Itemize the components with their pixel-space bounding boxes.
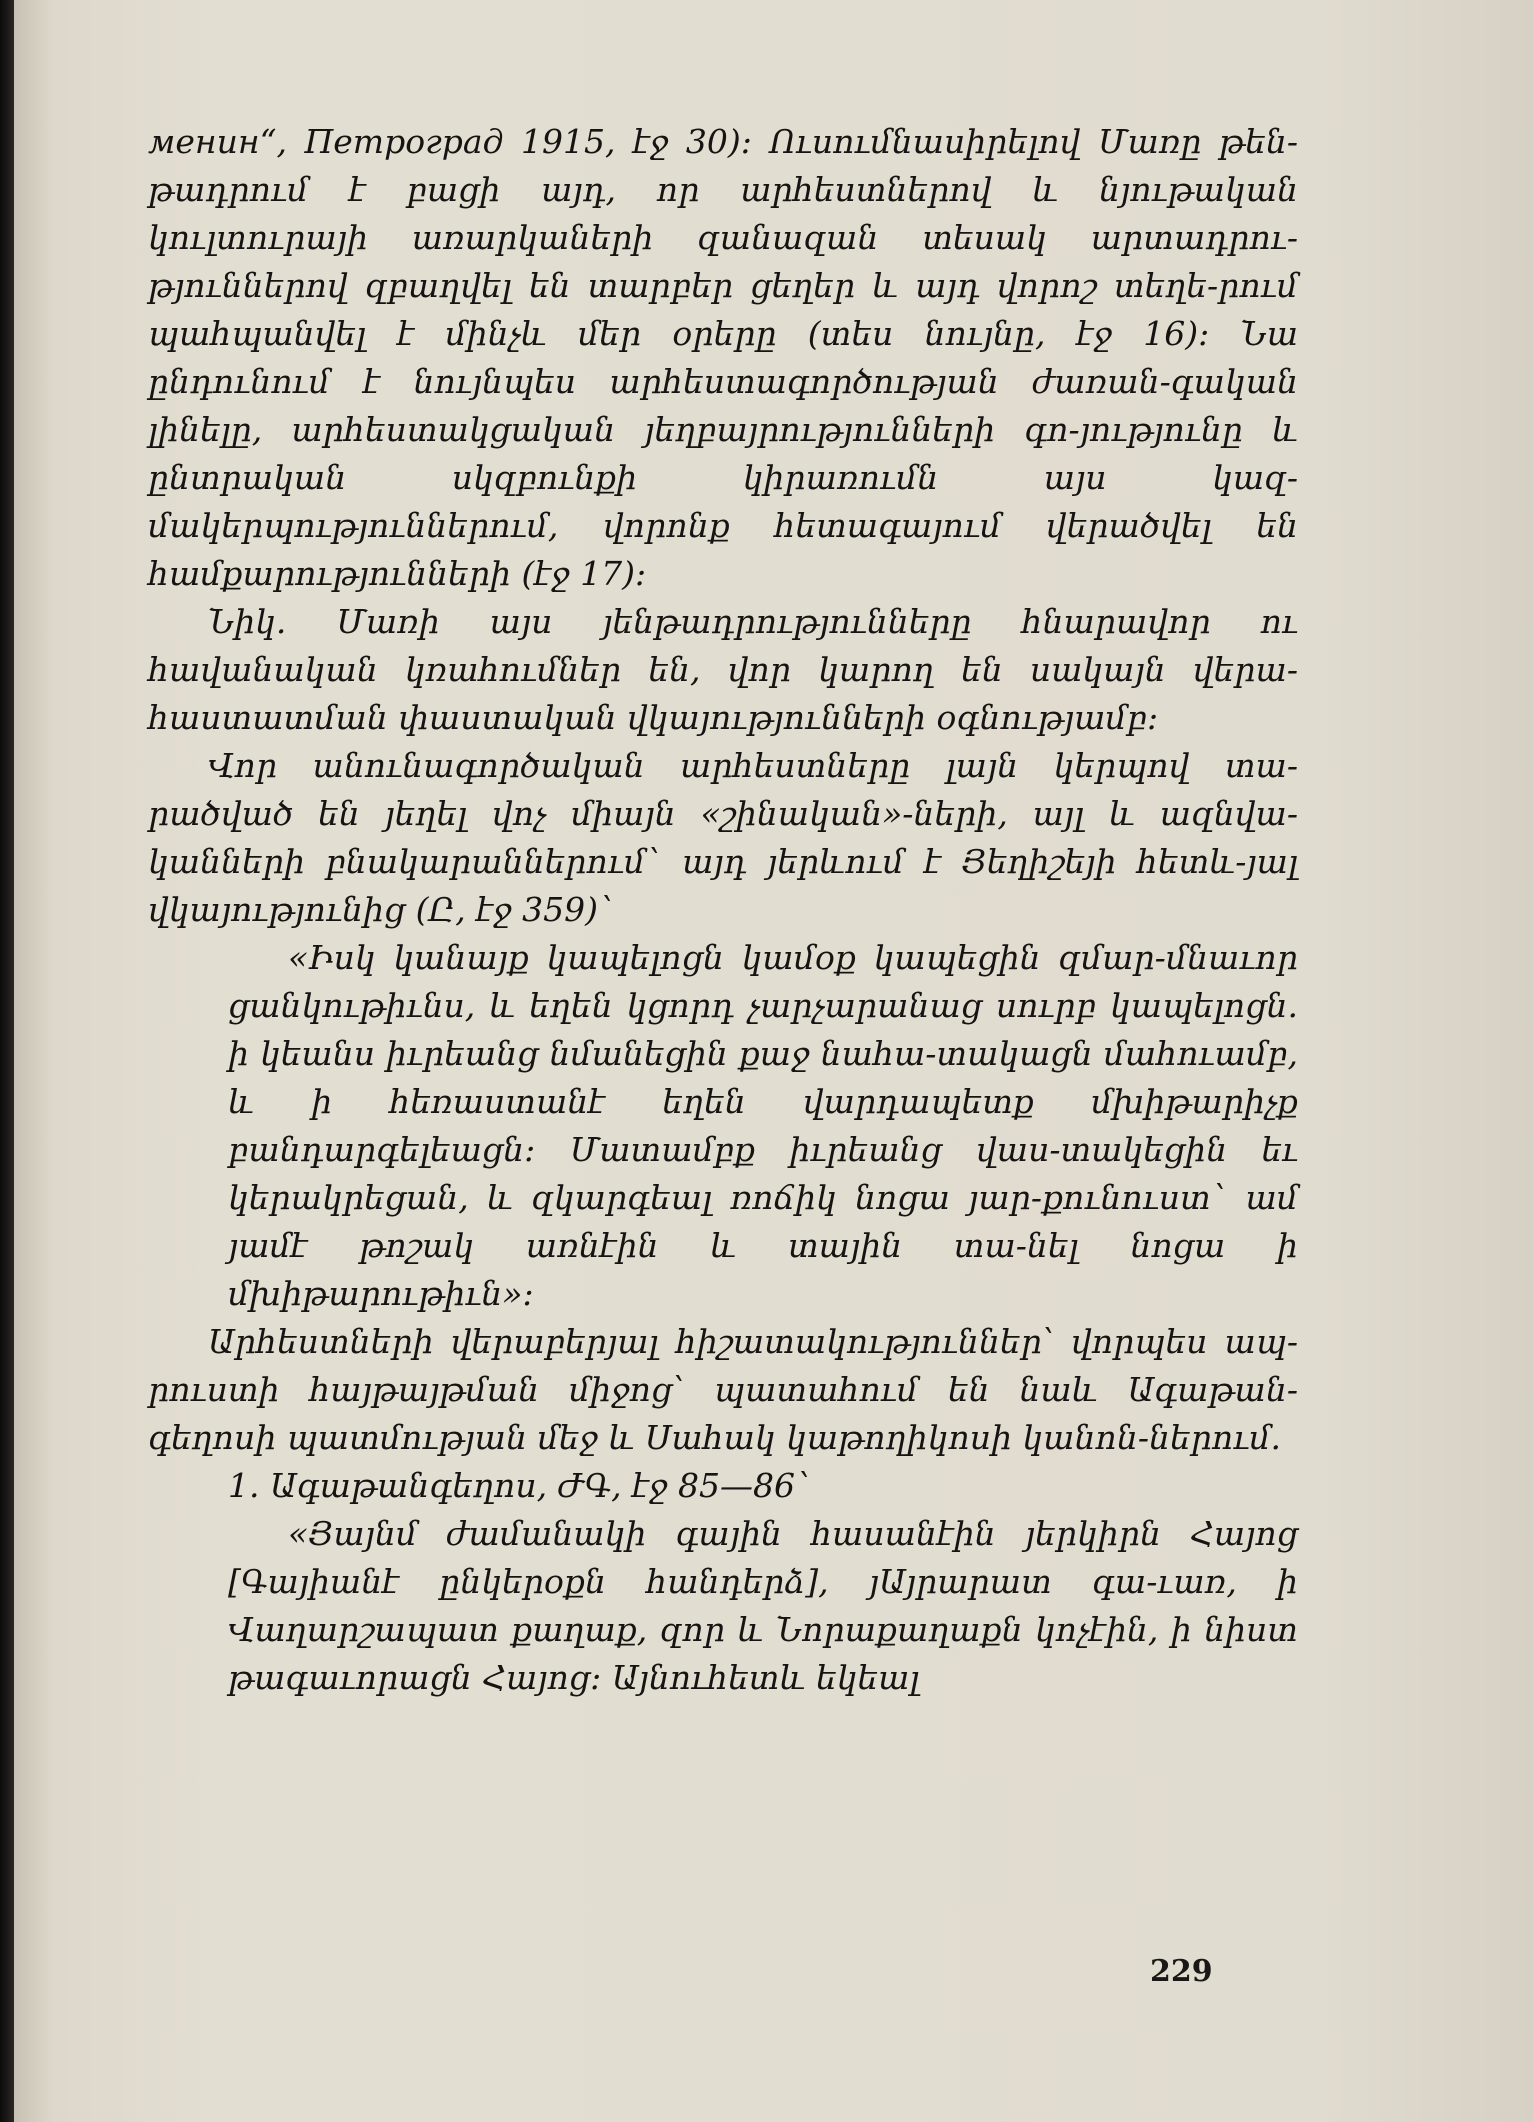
quote-2: «Յայնմ ժամանակի գային հասանէին յերկիրն Հայոց [Գայիանէ ընկերօքն հանդերձ], յԱյրարատ գա-ւառ, ի Վաղարշապատ քաղաք, զոր և Նորաքաղաքն կոչէին, ի նիստ թագաւորացն Հայոց։ Այնուհետև եկեալ [228, 1514, 1298, 1697]
page-number: 229 [1150, 1954, 1213, 1989]
paragraph-3: Վոր անունագործական արհեստները լայն կերպով տա-րածված են յեղել վոչ միայն «շինական»-ների, այլ և ազնվա-կանների բնակարաններում` այդ յերևում է Յեղիշեյի հետև-յալ վկայությունից (Ը, էջ 359)` [148, 746, 1298, 929]
book-binding [0, 0, 14, 2122]
list-item-1: 1. Ագաթանգեղոս, ԺԳ, էջ 85—86` [228, 1466, 812, 1505]
page-text [148, 118, 1298, 1702]
paragraph-4: Արհեստների վերաբերյալ հիշատակություններ՝ վորպես ապ-րուստի հայթայթման միջոց՝ պատահում են նաև Ագաթան-գեղոսի պատմության մեջ և Սահակ կաթողիկոսի կանոն-ներում. [148, 1322, 1298, 1457]
quote-1: «Իսկ կանայք կապելոցն կամօք կապեցին զմար-մնաւոր ցանկութիւնս, և եղեն կցորդ չարչարանաց սուրբ կապելոցն. ի կեանս իւրեանց նմանեցին քաջ նահա-տակացն մահուամբ, և ի հեռաստանէ եղեն վարդապետք մխիթարիչք բանդարգելեացն։ Մատամբք իւրեանց վաս-տակեցին եւ կերակրեցան, և զկարգեալ ռոճիկ նոցա յար-քունուստ` ամ յամէ թոշակ առնէին և տային տա-նել նոցա ի մխիթարութիւն»։ [228, 938, 1298, 1313]
paragraph-2: Նիկ. Մառի այս յենթադրությունները հնարավոր ու հավանական կռահումներ են, վոր կարող են սակայն վերա-հաստատման փաստական վկայությունների օգնությամբ։ [148, 602, 1298, 737]
paragraph-1: менин“, Петроград 1915, էջ 30)։ Ուսումնասիրելով Մառը թեն-թադրում է բացի այդ, որ արհեստներով և նյութական կուլտուրայի առարկաների զանազան տեսակ արտադրու-թյուններով զբաղվել են տարբեր ցեղեր և այդ վորոշ տեղե-րում պահպանվել է մինչև մեր օրերը (տես նույնը, էջ 16)։ Նա ընդունում է նույնպես արհեստագործության ժառան-գական լինելը, արհեստակցական յեղբայրությունների գո-յությունը և ընտրական սկզբունքի կիրառումն այս կազ-մակերպություններում, վորոնք հետագայում վերածվել են համքարությունների (էջ 17)։ [148, 122, 1298, 593]
book-page [14, 0, 1533, 2122]
